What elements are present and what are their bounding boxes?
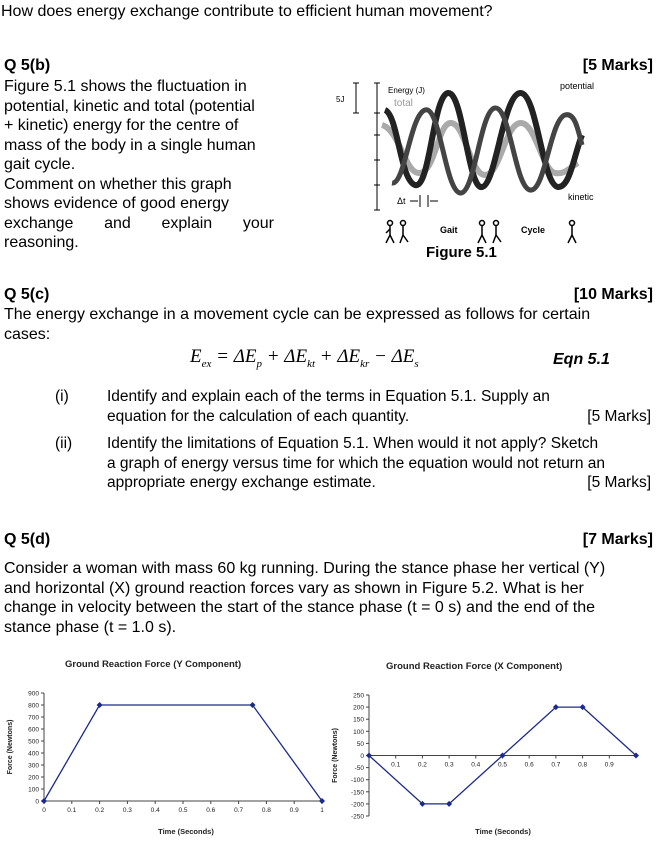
- equation-5-1: $E_{ex} = \Delta E_p + \Delta E_{kt} + \Delta E_{kr} - \Delta E_s$: [190, 346, 419, 370]
- y-tick-label: 900: [28, 690, 39, 698]
- x-tick-label: 0.6: [524, 761, 534, 769]
- q5c-item-marks: [5 Marks]: [587, 407, 651, 425]
- energy-axis: [374, 83, 380, 210]
- x-tick-label: 0.2: [417, 761, 427, 769]
- y-tick-label: 600: [28, 726, 39, 734]
- x-axis-label: Time (Seconds): [475, 827, 531, 836]
- scale-label: 5J: [336, 95, 345, 104]
- q5c-intro-1: The energy exchange in a movement cycle can be expressed as follows for certain: [4, 306, 591, 323]
- x-tick-label: 0.1: [67, 807, 77, 814]
- y-tick-label: 500: [28, 738, 39, 746]
- y-tick-label: -50: [354, 765, 364, 773]
- y-tick-label: 200: [353, 704, 364, 712]
- q5b-line: Figure 5.1 shows the fluctuation in: [4, 78, 247, 95]
- q5c-item-line: a graph of energy versus time for which the equation would not return an: [107, 454, 606, 472]
- y-tick-label: 100: [28, 786, 39, 794]
- y-tick-label: -200: [350, 801, 364, 809]
- x-tick-label: 0.2: [95, 807, 105, 814]
- x-tick-label: 0.3: [444, 761, 454, 769]
- q5d-line: change in velocity between the start of the stance phase (t = 0 s) and the end of the: [4, 599, 596, 616]
- q5c-item-line: Identify and explain each of the terms in Equation 5.1. Supply an: [107, 388, 550, 405]
- q5b-line: + kinetic) energy for the centre of: [4, 117, 239, 134]
- q5d-line: and horizontal (X) ground reaction forces vary as shown in Figure 5.2. What is her: [4, 579, 584, 597]
- q5d-text: [4, 559, 605, 637]
- figure-5-2: [0, 650, 667, 841]
- y-tick-label: 200: [28, 774, 39, 782]
- q5c-marks: [10 Marks]: [573, 286, 653, 303]
- q5b-line: reasoning.: [4, 234, 79, 251]
- q5d-marks: [7 Marks]: [582, 531, 653, 548]
- data-point: [97, 702, 103, 708]
- y-tick-label: 0: [35, 798, 39, 806]
- y-tick-label: 700: [28, 714, 39, 722]
- q5c-item: [107, 434, 651, 493]
- q5c-label: Q 5(c): [4, 286, 50, 303]
- y-tick-label: 100: [353, 728, 364, 736]
- x-tick-label: 0.4: [471, 761, 481, 769]
- q5b-line: gait cycle.: [4, 156, 76, 173]
- x-tick-label: 0.7: [551, 761, 561, 769]
- cycle-label: Cycle: [521, 225, 546, 235]
- chart-title: Ground Reaction Force (X Component): [386, 661, 563, 672]
- y-tick-label: 800: [28, 702, 39, 710]
- scale-bar: [353, 83, 359, 113]
- dt-label: Δt: [397, 196, 406, 206]
- q5c-item-line: equation for the calculation of each quantity.: [107, 407, 410, 425]
- figure-5-1: [320, 75, 640, 260]
- walker-figures: [386, 221, 576, 244]
- y-tick-label: -250: [350, 813, 364, 821]
- y-tick-label: -100: [350, 777, 364, 785]
- q5b-line: Comment on whether this graph: [4, 175, 232, 193]
- y-axis-label: Force (Newtons): [7, 719, 14, 775]
- q5c-item-marks: [5 Marks]: [587, 474, 651, 491]
- x-tick-label: 0.8: [578, 761, 588, 769]
- x-tick-label: 0.8: [261, 807, 271, 814]
- series-line: [44, 705, 322, 801]
- top-question: How does energy exchange contribute to efficient human movement?: [1, 3, 493, 20]
- y-tick-label: 250: [353, 692, 364, 700]
- potential-label: potential: [560, 81, 595, 91]
- q5d-line: Consider a woman with mass 60 kg running. During the stance phase her vertical (Y): [4, 560, 606, 577]
- data-point: [41, 798, 47, 804]
- kinetic-label: kinetic: [568, 192, 594, 202]
- q5b-marks: [5 Marks]: [582, 57, 653, 74]
- equation-label: Eqn 5.1: [553, 351, 610, 368]
- x-tick-label: 0.1: [391, 761, 401, 769]
- q5b-line: exchange and explain your: [4, 214, 274, 232]
- chart-y-component: [7, 659, 325, 836]
- x-tick-label: 0.3: [122, 807, 132, 814]
- y-tick-label: 150: [353, 716, 364, 724]
- q5d-label: Q 5(d): [4, 531, 51, 548]
- q5c-item-num: (ii): [55, 435, 73, 452]
- chart-title: Ground Reaction Force (Y Component): [65, 659, 242, 670]
- x-tick-label: 0.5: [178, 807, 188, 814]
- y-tick-label: -150: [350, 789, 364, 797]
- x-tick-label: 0.5: [497, 761, 508, 769]
- q5c-item-line: Identify the limitations of Equation 5.1. When would it not apply? Sketch: [107, 435, 599, 452]
- dt-marker: [410, 195, 438, 207]
- x-tick-label: 0.6: [206, 807, 216, 814]
- x-tick-label: 1: [320, 807, 324, 814]
- figure-caption: Figure 5.1: [426, 244, 497, 260]
- total-label: total: [394, 98, 413, 109]
- q5b-text: [4, 77, 274, 253]
- q5c-item: [107, 387, 651, 426]
- energy-label: Energy (J): [388, 86, 425, 95]
- y-tick-label: 50: [356, 740, 364, 748]
- x-axis-label: Time (Seconds): [158, 827, 214, 836]
- q5c-item-line: appropriate energy exchange estimate.: [107, 474, 376, 491]
- chart-x-component: [332, 661, 639, 836]
- q5b-line: shows evidence of good energy: [4, 195, 230, 212]
- q5c-intro-2: cases:: [4, 326, 51, 343]
- x-tick-label: 0: [42, 807, 46, 814]
- q5b-line: mass of the body in a single human: [4, 136, 256, 154]
- x-tick-label: 0.9: [289, 807, 299, 814]
- y-tick-label: 300: [28, 762, 39, 770]
- y-tick-label: 0: [360, 753, 364, 760]
- y-axis-label: Force (Newtons): [332, 728, 339, 783]
- q5b-label: Q 5(b): [4, 57, 51, 74]
- gait-label: Gait: [440, 225, 458, 235]
- x-tick-label: 0.9: [604, 761, 614, 769]
- q5d-line: stance phase (t = 1.0 s).: [4, 618, 177, 636]
- q5c-item-num: (i): [55, 388, 69, 405]
- y-tick-label: 400: [28, 750, 39, 758]
- q5b-line: potential, kinetic and total (potential: [4, 97, 255, 115]
- x-tick-label: 0.4: [150, 807, 160, 814]
- x-tick-label: 0.7: [234, 807, 244, 814]
